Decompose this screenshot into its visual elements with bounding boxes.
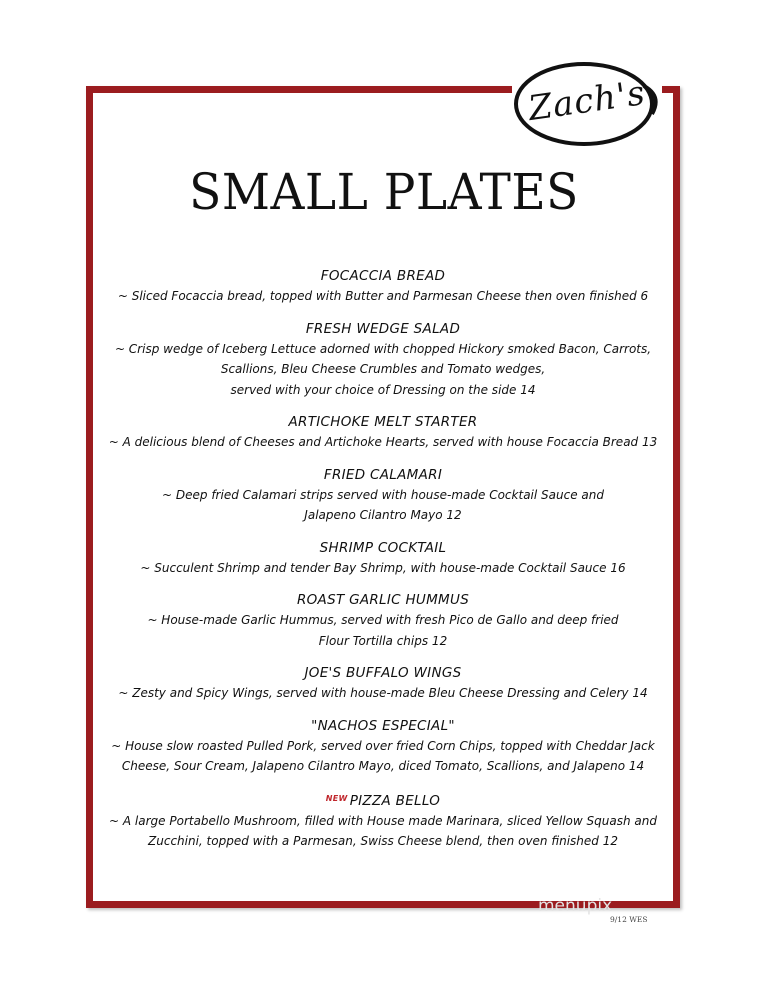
logo-text: Zach's — [525, 73, 649, 129]
item-description: ~ Sliced Focaccia bread, topped with Butter and Parmesan Cheese then oven finished 6 — [117, 289, 649, 303]
page-title: SMALL PLATES — [189, 163, 579, 222]
menu-item — [86, 266, 680, 307]
item-name: "NACHOS ESPECIAL" — [311, 717, 455, 734]
new-badge: NEW — [325, 793, 348, 803]
item-description: ~ House slow roasted Pulled Pork, served over fried Corn Chips, topped with Cheddar Jack Cheese, Sour Cream, Jalapeno Cilantro Mayo, diced Tomato, Scallions, and Jalapeno 14 — [111, 738, 655, 773]
menu-item — [86, 538, 680, 579]
zachs-logo — [512, 56, 662, 152]
menu-item — [86, 319, 680, 401]
item-description: ~ A large Portabello Mushroom, filled with House made Marinara, sliced Yellow Squash and Zucchini, topped with a Parmesan, Swiss Cheese blend, then oven finished 12 — [109, 813, 657, 848]
item-description: ~ A delicious blend of Cheeses and Artichoke Hearts, served with house Focaccia Bread 13 — [108, 435, 658, 449]
menu-item — [86, 412, 680, 453]
menu-item — [86, 663, 680, 704]
item-name: FRIED CALAMARI — [323, 466, 443, 483]
item-name: FRESH WEDGE SALAD — [305, 320, 461, 337]
item-description: ~ Crisp wedge of Iceberg Lettuce adorned with chopped Hickory smoked Bacon, Carrots, Scallions, Bleu Cheese Crumbles and Tomato wedges, served with your choice of Dressing on the side 14 — [114, 341, 652, 397]
item-description: ~ Zesty and Spicy Wings, served with house-made Bleu Cheese Dressing and Celery 14 — [118, 686, 648, 700]
item-description: ~ House-made Garlic Hummus, served with fresh Pico de Gallo and deep fried Flour Tortilla chips 12 — [147, 613, 619, 648]
watermark: menupix — [538, 896, 613, 916]
menu-item — [86, 789, 680, 852]
item-name-row — [86, 789, 680, 811]
item-name: JOE'S BUFFALO WINGS — [304, 665, 462, 681]
menu-item — [86, 465, 680, 526]
item-description: ~ Succulent Shrimp and tender Bay Shrimp, with house-made Cocktail Sauce 16 — [140, 560, 626, 575]
item-description: ~ Deep fried Calamari strips served with house-made Cocktail Sauce and Jalapeno Cilantro Mayo 12 — [162, 487, 604, 522]
item-name: ARTICHOKE MELT STARTER — [288, 414, 478, 430]
item-name: SHRIMP COCKTAIL — [319, 539, 447, 556]
item-name: PIZZA BELLO — [349, 792, 441, 809]
item-name: FOCACCIA BREAD — [320, 268, 446, 284]
item-name: ROAST GARLIC HUMMUS — [296, 592, 470, 608]
menu-item — [86, 716, 680, 777]
footer-code: 9/12 WES — [610, 915, 648, 924]
menu-item — [86, 590, 680, 651]
menu-items — [86, 266, 680, 864]
